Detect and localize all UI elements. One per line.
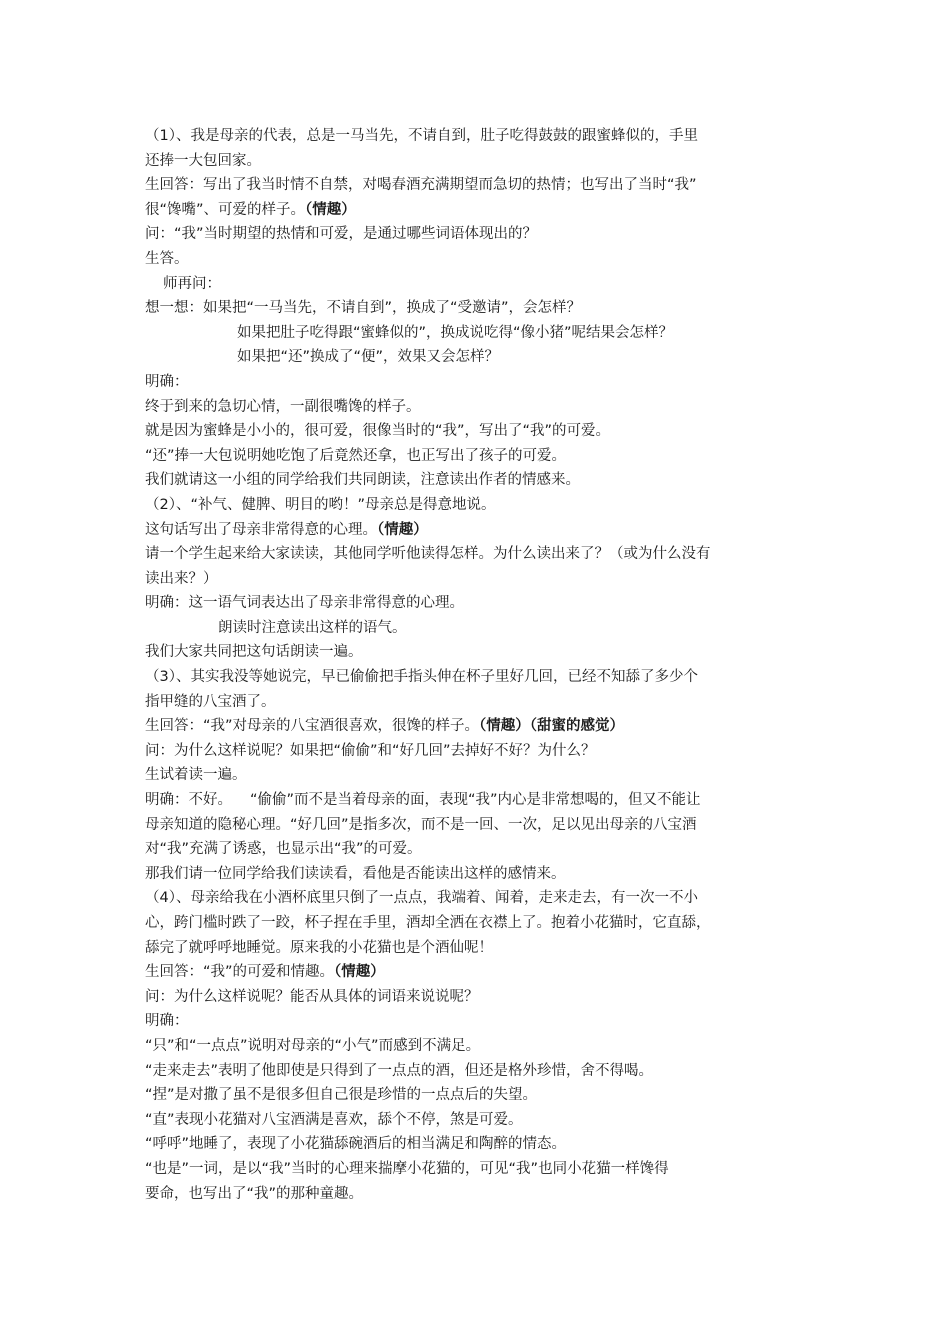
text-line: “捏”是对撒了虽不是很多但自己很是珍惜的一点点后的失望。 <box>145 1087 538 1104</box>
text-line: 师再问： <box>163 275 221 292</box>
text-line: 生答。 <box>145 250 189 267</box>
text-line: 想一想：如果把“一马当先，不请自到”，换成了“受邀请”，会怎样？ <box>145 300 582 317</box>
text-line: 还捧一大包回家。 <box>145 152 261 169</box>
text-line: “只”和“一点点”说明对母亲的“小气”而感到不满足。 <box>145 1037 481 1054</box>
text-line: 问：为什么这样说呢？能否从具体的词语来说说呢？ <box>145 988 479 1005</box>
text-line: 问：“我”当时期望的热情和可爱，是通过哪些词语体现出的？ <box>145 226 538 243</box>
text-line: 明确： <box>145 373 189 390</box>
text-line: （4）、母亲给我在小酒杯底里只倒了一点点，我端着、闻着，走来走去，有一次一不小 <box>145 890 698 907</box>
text-line: 如果把“还”换成了“便”，效果又会怎样？ <box>237 349 500 366</box>
text-line: 我们大家共同把这句话朗读一遍。 <box>145 644 363 661</box>
text-line: “走来走去”表明了他即使是只得到了一点点的酒，但还是格外珍惜，舍不得喝。 <box>145 1062 654 1079</box>
text-line: 要命，也写出了“我”的那种童趣。 <box>145 1185 364 1202</box>
text-line: “还”捧一大包说明她吃饱了后竟然还拿，也正写出了孩子的可爱。 <box>145 447 567 464</box>
text-line <box>145 960 815 985</box>
text-line <box>145 518 815 543</box>
text-segment: “偷偷”而不是当着母亲的面，表现“我”内心是非常想喝的，但又不能让 <box>250 792 701 809</box>
text-line: 指甲缝的八宝酒了。 <box>145 693 276 710</box>
document-body <box>145 124 815 1206</box>
text-line: 请一个学生起来给大家读读，其他同学听他读得怎样。为什么读出来了？（或为什么没有 <box>145 546 711 563</box>
emphasis-tag: （情趣） <box>377 521 428 538</box>
text-segment: 很“馋嘴”、可爱的样子。 <box>145 201 306 218</box>
text-line: 心，跨门槛时跌了一跤，杯子捏在手里，酒却全洒在衣襟上了。抱着小花猫时，它直舔， <box>145 915 711 931</box>
emphasis-tag: （情趣） <box>305 201 356 218</box>
text-line: 舔完了就呼呼地睡觉。原来我的小花猫也是个酒仙呢！ <box>145 939 493 956</box>
text-line: 就是因为蜜蜂是小小的，很可爱，很像当时的“我”，写出了“我”的可爱。 <box>145 423 611 440</box>
text-line: 明确： <box>145 1013 189 1030</box>
text-line: “呼呼”地睡了，表现了小花猫舔碗酒后的相当满足和陶醉的情态。 <box>145 1136 567 1153</box>
text-line: （1）、我是母亲的代表，总是一马当先，不请自到，肚子吃得鼓鼓的跟蜜蜂似的，手里 <box>145 128 698 144</box>
text-line: 读出来？） <box>145 570 218 587</box>
text-line: 终于到来的急切心情，一副很嘴馋的样子。 <box>145 398 421 415</box>
text-line <box>145 788 815 813</box>
text-line: 母亲知道的隐秘心理。“好几回”是指多次，而不是一回、一次，足以见出母亲的八宝酒 <box>145 816 697 833</box>
text-line: “直”表现小花猫对八宝酒满是喜欢，舔个不停，煞是可爱。 <box>145 1111 523 1128</box>
text-segment: 生回答：“我”对母亲的八宝酒很喜欢，很馋的样子。 <box>145 718 480 735</box>
text-line: 我们就请这一小组的同学给我们共同朗读，注意读出作者的情感来。 <box>145 472 580 489</box>
text-line: 那我们请一位同学给我们读读看，看他是否能读出这样的感情来。 <box>145 865 566 882</box>
text-line: 明确：这一语气词表达出了母亲非常得意的心理。 <box>145 595 464 612</box>
text-line: 对“我”充满了诱惑，也显示出“我”的可爱。 <box>145 841 422 858</box>
text-line: （3）、其实我没等她说完，早已偷偷把手指头伸在杯子里好几回，已经不知舔了多少个 <box>145 669 698 686</box>
text-line <box>145 198 815 223</box>
text-line <box>145 714 815 739</box>
text-line: 生回答：写出了我当时情不自禁，对喝春酒充满期望而急切的热情；也写出了当时“我” <box>145 177 697 194</box>
text-segment: 这句话写出了母亲非常得意的心理。 <box>145 521 377 538</box>
text-line: 如果把肚子吃得跟“蜜蜂似的”，换成说吃得“像小猪”呢结果会怎样？ <box>237 324 674 341</box>
text-segment: 明确：不好。 <box>145 792 232 809</box>
emphasis-tag: （情趣） <box>334 964 385 981</box>
text-line: “也是”一词，是以“我”当时的心理来揣摩小花猫的，可见“我”也同小花猫一样馋得 <box>145 1160 669 1177</box>
text-segment: 生回答：“我”的可爱和情趣。 <box>145 964 335 981</box>
text-line: 生试着读一遍。 <box>145 767 247 784</box>
emphasis-tag: （情趣）（甜蜜的感觉） <box>479 718 625 735</box>
text-line: 朗读时注意读出这样的语气。 <box>218 619 407 636</box>
text-line: （2）、“补气、健脾、明目的哟！”母亲总是得意地说。 <box>145 496 496 513</box>
text-line: 问：为什么这样说呢？如果把“偷偷”和“好几回”去掉好不好？为什么？ <box>145 742 596 759</box>
